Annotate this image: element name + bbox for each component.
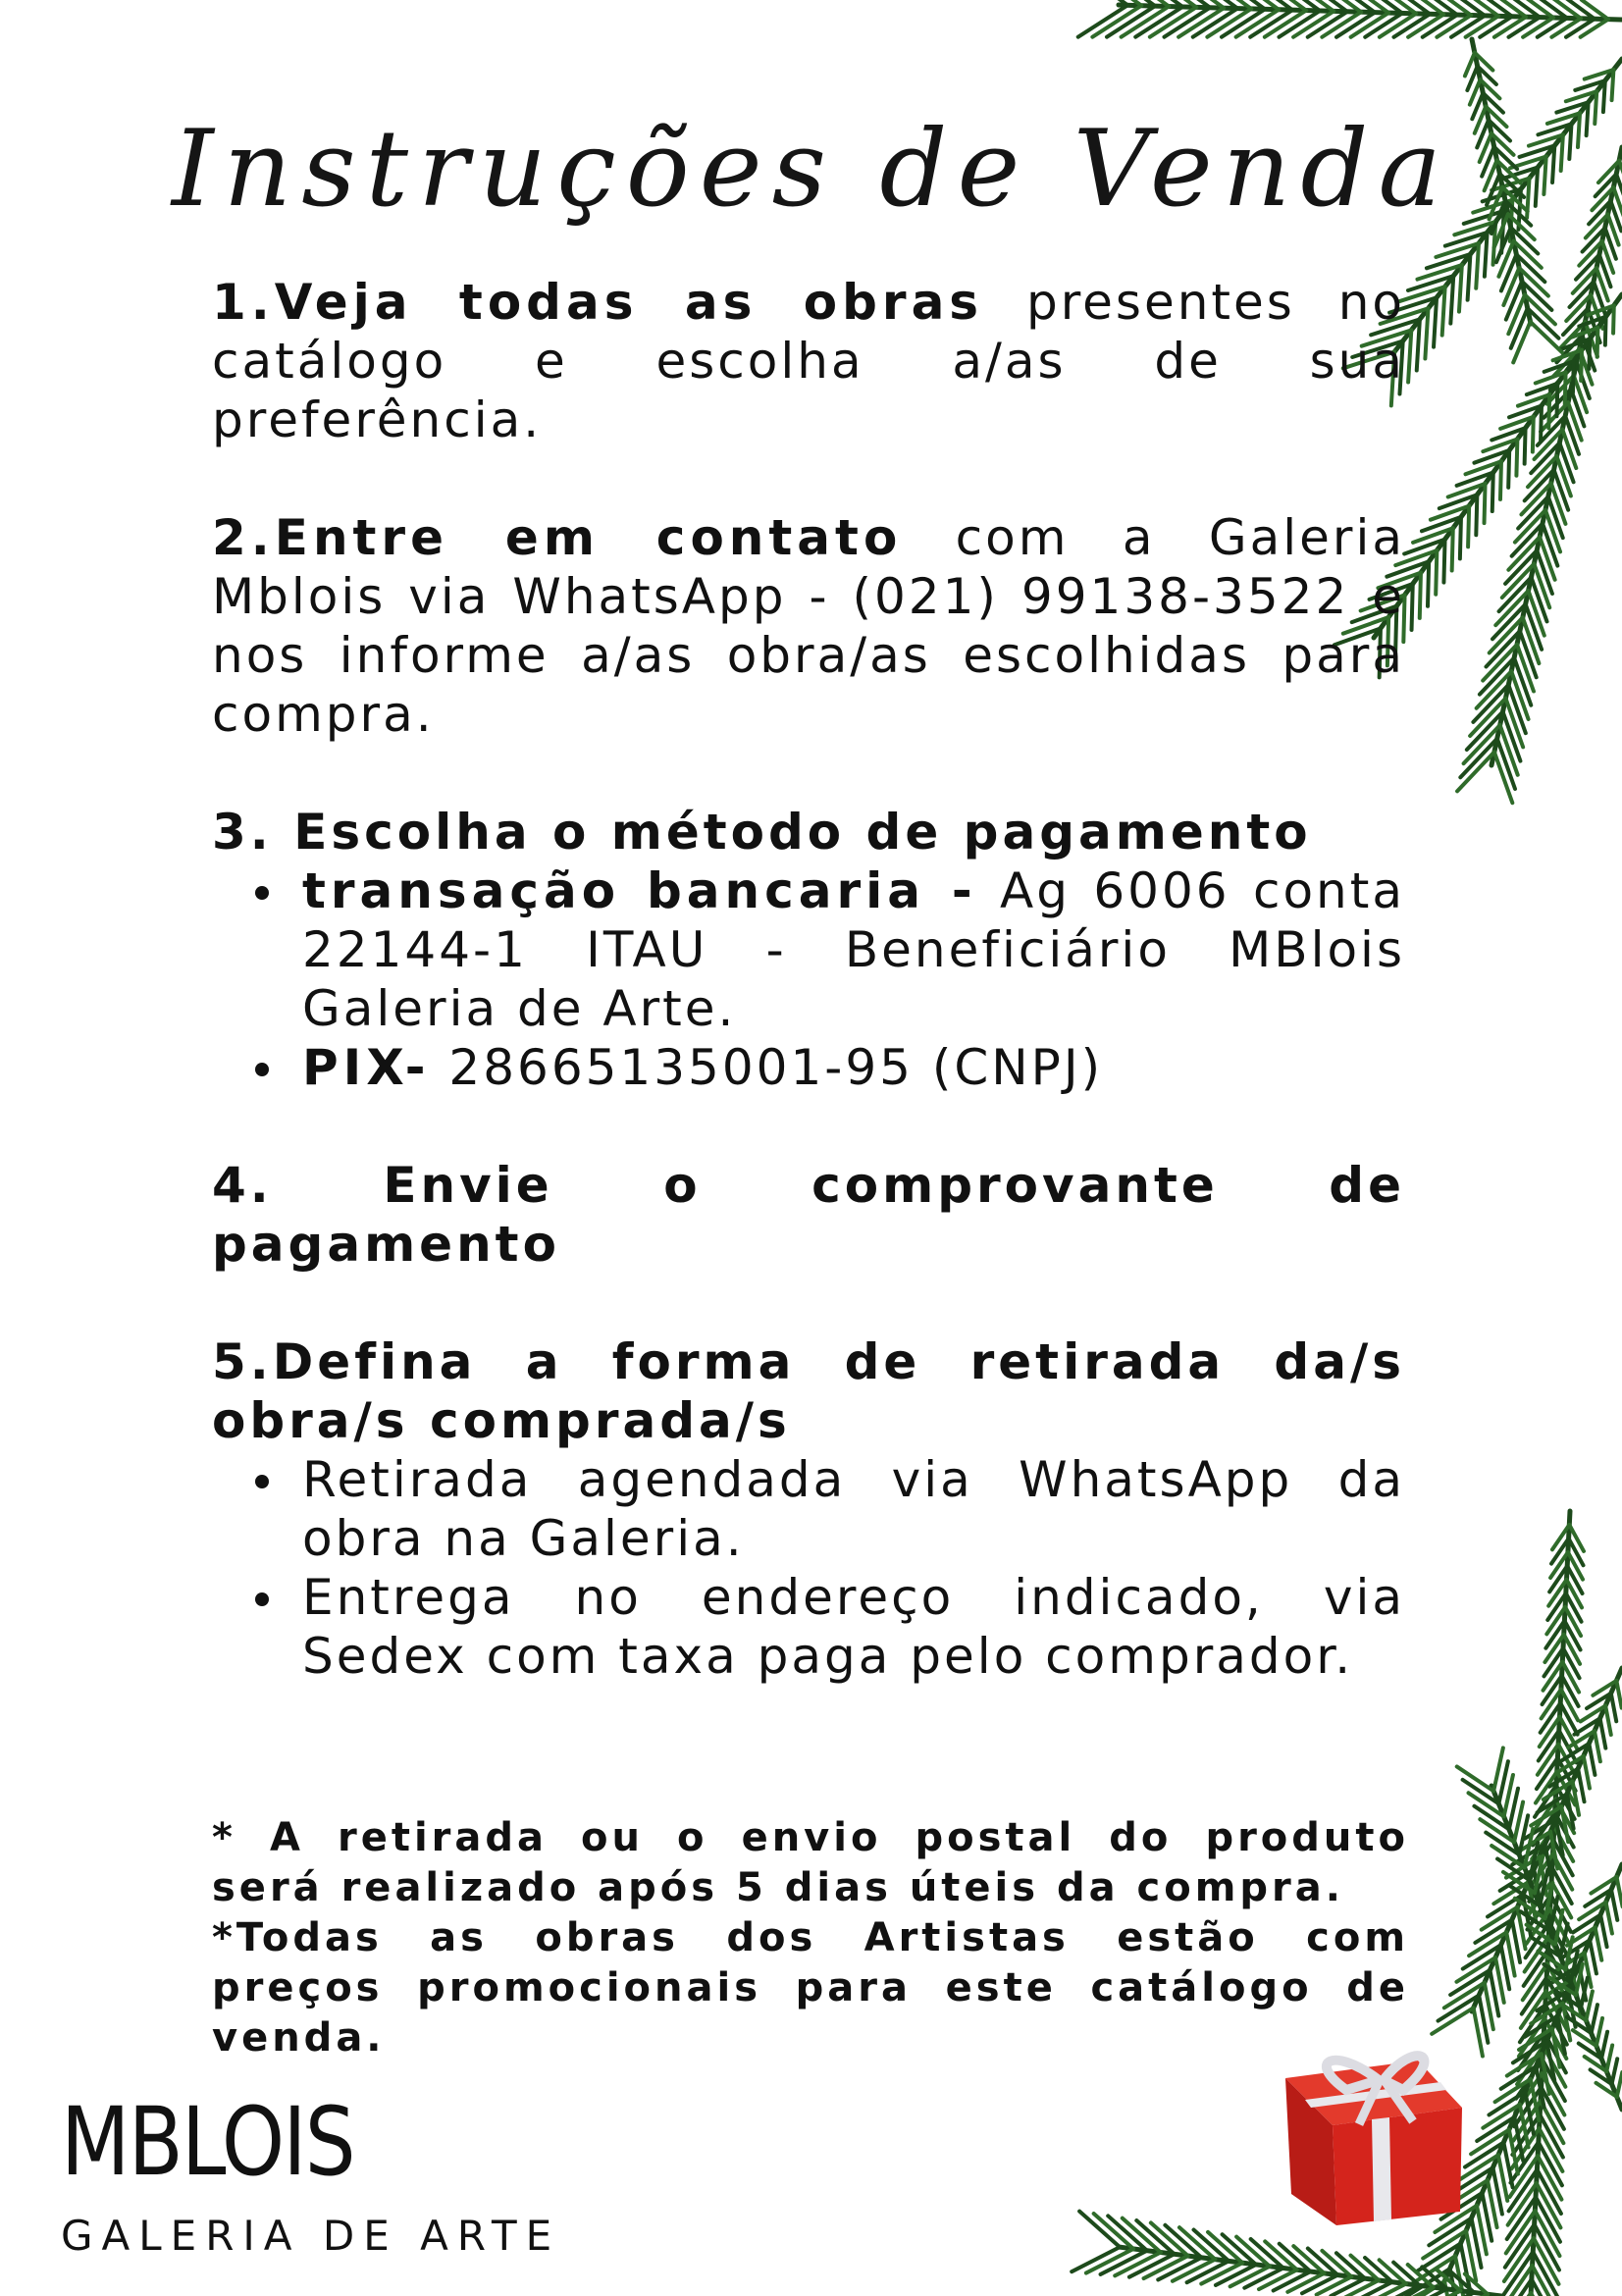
footnotes (212, 1813, 1409, 2063)
step-2 (212, 508, 1405, 744)
bank-transfer-details: Ag 6006 conta 22144-1 ITAU - Beneficiário MBlois Galeria de Arte. (302, 862, 1405, 1037)
pickup-option-delivery: Entrega no endereço indicado, via Sedex com taxa paga pelo comprador. (302, 1569, 1405, 1685)
footnote-prices: *Todas as obras dos Artistas estão com preços promocionais para este catálogo de venda. (212, 1915, 1409, 2061)
footnote-pickup: * A retirada ou o envio postal do produto será realizado após 5 dias úteis da compra. (212, 1815, 1409, 1910)
payment-pix (302, 1038, 1405, 1097)
gift-box-icon (1285, 2056, 1462, 2225)
gallery-logo: MBLOIS (61, 2087, 354, 2197)
step-1-lead: 1.Veja todas as obras (212, 274, 984, 331)
gallery-logo-subtitle: GALERIA DE ARTE (61, 2212, 561, 2260)
step-1-text: presentes no catálogo e escolha a/as de sua preferência. (212, 274, 1405, 448)
instructions-body (212, 273, 1405, 1686)
step-5-heading: 5.Defina a forma de retirada da/s obra/s comprada/s (212, 1333, 1405, 1449)
step-1 (212, 273, 1405, 449)
step-3-heading: 3. Escolha o método de pagamento (212, 804, 1312, 861)
step-2-lead: 2.Entre em contato (212, 509, 903, 566)
page-title: Instruções de Venda (172, 108, 1451, 231)
step-2-text: com a Galeria Mblois via WhatsApp - (021) 99138-3522 e nos informe a/as obra/as escolhidas para compra. (212, 509, 1406, 743)
payment-methods-list (212, 861, 1405, 1097)
payment-bank-transfer (302, 861, 1405, 1038)
step-4-heading: 4. Envie o comprovante de pagamento (212, 1157, 1405, 1273)
pickup-option-gallery: Retirada agendada via WhatsApp da obra na Galeria. (302, 1451, 1405, 1567)
pix-details: 28665135001-95 (CNPJ) (430, 1039, 1104, 1096)
bank-transfer-label: transação bancaria - (302, 862, 977, 919)
pickup-options-list (212, 1450, 1405, 1686)
pix-label: PIX- (302, 1039, 431, 1096)
